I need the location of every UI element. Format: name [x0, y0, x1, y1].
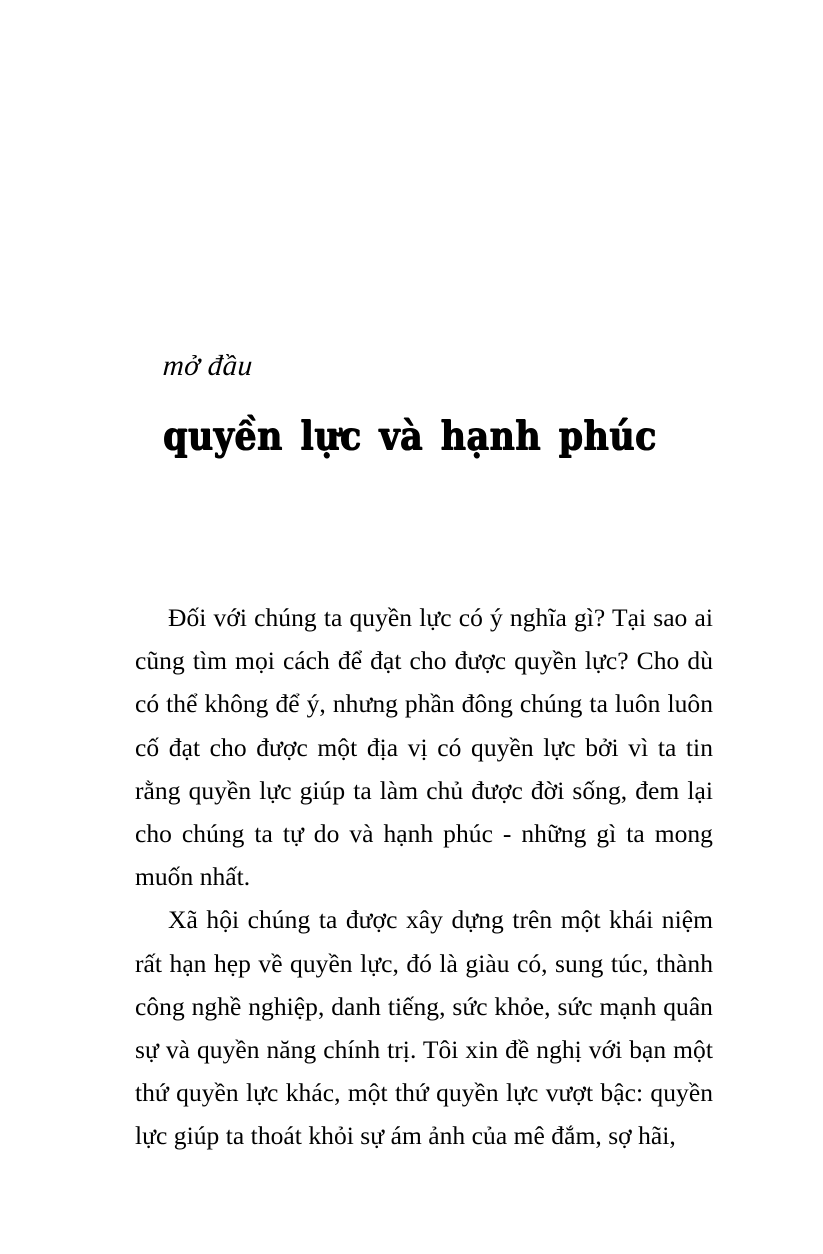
chapter-kicker: mở đầu: [161, 350, 254, 382]
paragraph-2: Xã hội chúng ta được xây dựng trên một khái niệm rất hạn hẹp về quyền lực, đó là giàu có, sung túc, thành công nghề nghiệp, danh tiếng, sức khỏe, sức mạnh quân sự và quyền năng chính trị. Tôi xin đề nghị với bạn một thứ quyền lực khác, một thứ quyền lực vượt bậc: quyền lực giúp ta thoát khỏi sự ám ảnh của mê đắm, sợ hãi,: [135, 905, 713, 1151]
chapter-heading-block: [161, 350, 723, 460]
chapter-title: quyền lực và hạnh phúc: [163, 413, 657, 460]
paragraph-1: Đối với chúng ta quyền lực có ý nghĩa gì? Tại sao ai cũng tìm mọi cách để đạt cho được quyền lực? Cho dù có thể không để ý, nhưng phần đông chúng ta luôn luôn cố đạt cho được một địa vị có quyền lực bởi vì ta tin rằng quyền lực giúp ta làm chủ được đời sống, đem lại cho chúng ta tự do và hạnh phúc - những gì ta mong muốn nhất.: [135, 603, 713, 892]
body-text: [135, 596, 713, 1158]
